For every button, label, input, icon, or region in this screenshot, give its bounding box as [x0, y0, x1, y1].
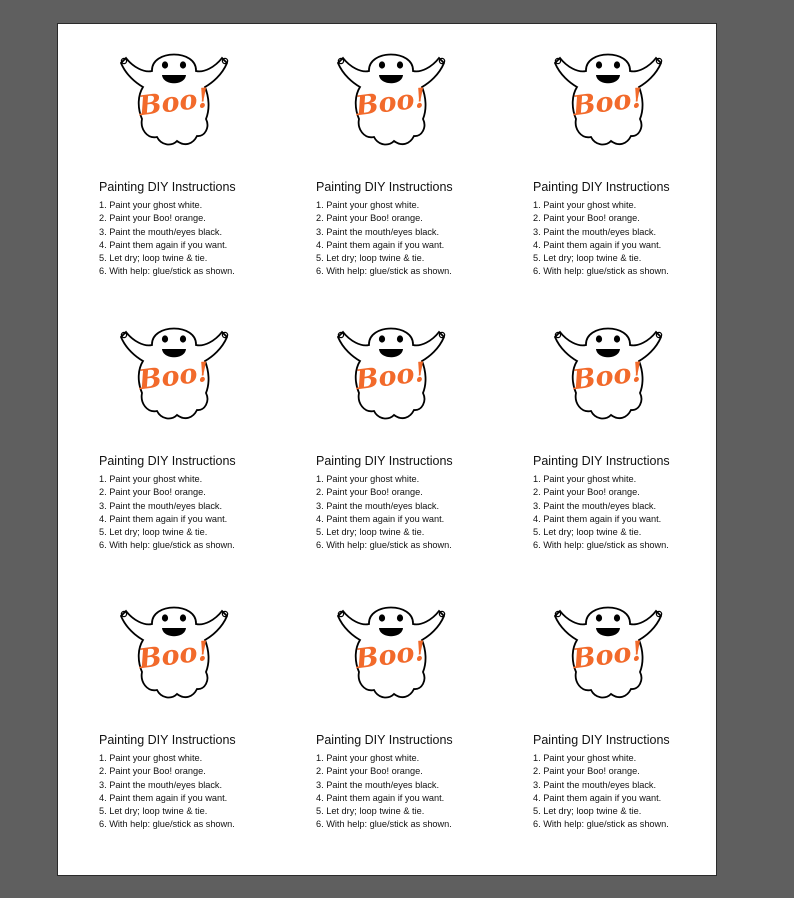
instructions-list: [316, 473, 452, 553]
eye-left: [379, 614, 385, 621]
instructions-title: Painting DIY Instructions: [533, 180, 670, 194]
eye-left: [596, 61, 602, 68]
instruction-step: 3. Paint the mouth/eyes black.: [316, 779, 440, 790]
ghost-card: [99, 41, 299, 291]
instruction-step: 4. Paint them again if you want.: [316, 792, 445, 803]
instruction-step: 6. With help: glue/stick as shown.: [99, 540, 235, 551]
ghost-card: [316, 594, 516, 844]
instruction-step: 2. Paint your Boo! orange.: [99, 766, 206, 777]
eye-right: [180, 61, 186, 68]
eye-left: [162, 335, 168, 342]
instructions-list: [99, 473, 235, 553]
instruction-step: 6. With help: glue/stick as shown.: [533, 266, 669, 277]
boo-lettering: Boo!: [570, 82, 645, 123]
eye-right: [180, 614, 186, 621]
instruction-step: 2. Paint your Boo! orange.: [533, 213, 640, 224]
instruction-step: 1. Paint your ghost white.: [316, 200, 420, 210]
eye-left: [379, 61, 385, 68]
instructions-title: Painting DIY Instructions: [533, 733, 670, 747]
eye-right: [614, 614, 620, 621]
instructions-title: Painting DIY Instructions: [533, 454, 670, 468]
instruction-step: 3. Paint the mouth/eyes black.: [99, 779, 223, 790]
ghost-icon: [543, 41, 673, 171]
instruction-step: 4. Paint them again if you want.: [99, 792, 228, 803]
boo-lettering: Boo!: [570, 356, 645, 397]
instruction-step: 4. Paint them again if you want.: [533, 513, 662, 524]
eye-right: [397, 61, 403, 68]
eye-right: [614, 335, 620, 342]
ghost-card: [533, 594, 733, 844]
instructions-title: Painting DIY Instructions: [316, 454, 453, 468]
instruction-step: 2. Paint your Boo! orange.: [316, 766, 423, 777]
ghost-icon: [326, 41, 456, 171]
ghost-icon: [109, 41, 239, 171]
instruction-step: 2. Paint your Boo! orange.: [99, 213, 206, 224]
eye-right: [397, 335, 403, 342]
instruction-step: 4. Paint them again if you want.: [316, 239, 445, 250]
ghost-card: [316, 41, 516, 291]
printable-sheet: [57, 23, 717, 876]
instruction-step: 6. With help: glue/stick as shown.: [99, 819, 235, 830]
instructions-list: [533, 473, 669, 553]
ghost-card: [533, 315, 733, 565]
eye-left: [379, 335, 385, 342]
eye-right: [180, 335, 186, 342]
boo-lettering: Boo!: [136, 82, 211, 123]
instruction-step: 3. Paint the mouth/eyes black.: [99, 500, 223, 511]
boo-lettering: Boo!: [353, 82, 428, 123]
instruction-step: 4. Paint them again if you want.: [99, 239, 228, 250]
instruction-step: 4. Paint them again if you want.: [316, 513, 445, 524]
instruction-step: 5. Let dry; loop twine & tie.: [99, 806, 208, 817]
ghost-card: [316, 315, 516, 565]
instructions-title: Painting DIY Instructions: [99, 180, 236, 194]
boo-lettering: Boo!: [136, 635, 211, 676]
ghost-icon: [109, 315, 239, 445]
instruction-step: 1. Paint your ghost white.: [99, 200, 203, 210]
instruction-step: 4. Paint them again if you want.: [533, 792, 662, 803]
instruction-step: 3. Paint the mouth/eyes black.: [533, 500, 657, 511]
ghost-icon: [109, 594, 239, 724]
instruction-step: 6. With help: glue/stick as shown.: [533, 540, 669, 551]
instruction-step: 3. Paint the mouth/eyes black.: [533, 779, 657, 790]
eye-left: [162, 61, 168, 68]
eye-right: [614, 61, 620, 68]
instruction-step: 1. Paint your ghost white.: [533, 753, 637, 763]
instruction-step: 4. Paint them again if you want.: [533, 239, 662, 250]
instruction-step: 1. Paint your ghost white.: [316, 474, 420, 484]
instructions-list: [316, 199, 452, 279]
instruction-step: 1. Paint your ghost white.: [99, 474, 203, 484]
instruction-step: 2. Paint your Boo! orange.: [533, 487, 640, 498]
instruction-step: 5. Let dry; loop twine & tie.: [533, 253, 642, 264]
boo-lettering: Boo!: [353, 356, 428, 397]
instruction-step: 2. Paint your Boo! orange.: [99, 487, 206, 498]
instructions-title: Painting DIY Instructions: [99, 733, 236, 747]
instruction-step: 6. With help: glue/stick as shown.: [533, 819, 669, 830]
instruction-step: 3. Paint the mouth/eyes black.: [316, 226, 440, 237]
ghost-card: [99, 315, 299, 565]
instruction-step: 6. With help: glue/stick as shown.: [316, 266, 452, 277]
instruction-step: 6. With help: glue/stick as shown.: [316, 819, 452, 830]
instruction-step: 3. Paint the mouth/eyes black.: [99, 226, 223, 237]
ghost-icon: [543, 315, 673, 445]
ghost-icon: [326, 594, 456, 724]
instruction-step: 1. Paint your ghost white.: [533, 474, 637, 484]
instruction-step: 5. Let dry; loop twine & tie.: [316, 253, 425, 264]
instructions-title: Painting DIY Instructions: [99, 454, 236, 468]
instruction-step: 4. Paint them again if you want.: [99, 513, 228, 524]
ghost-icon: [326, 315, 456, 445]
instructions-title: Painting DIY Instructions: [316, 733, 453, 747]
eye-left: [596, 335, 602, 342]
instruction-step: 3. Paint the mouth/eyes black.: [316, 500, 440, 511]
instruction-step: 1. Paint your ghost white.: [533, 200, 637, 210]
instruction-step: 5. Let dry; loop twine & tie.: [99, 527, 208, 538]
eye-left: [596, 614, 602, 621]
instruction-step: 5. Let dry; loop twine & tie.: [533, 806, 642, 817]
instruction-step: 5. Let dry; loop twine & tie.: [99, 253, 208, 264]
instructions-title: Painting DIY Instructions: [316, 180, 453, 194]
instruction-step: 5. Let dry; loop twine & tie.: [316, 527, 425, 538]
instruction-step: 3. Paint the mouth/eyes black.: [533, 226, 657, 237]
instruction-step: 2. Paint your Boo! orange.: [533, 766, 640, 777]
instructions-list: [533, 199, 669, 279]
instructions-list: [533, 752, 669, 832]
eye-left: [162, 614, 168, 621]
ghost-icon: [543, 594, 673, 724]
instruction-step: 6. With help: glue/stick as shown.: [316, 540, 452, 551]
instruction-step: 2. Paint your Boo! orange.: [316, 487, 423, 498]
instruction-step: 6. With help: glue/stick as shown.: [99, 266, 235, 277]
boo-lettering: Boo!: [353, 635, 428, 676]
boo-lettering: Boo!: [136, 356, 211, 397]
instruction-step: 1. Paint your ghost white.: [316, 753, 420, 763]
ghost-card: [99, 594, 299, 844]
eye-right: [397, 614, 403, 621]
instructions-list: [99, 199, 235, 279]
instructions-list: [99, 752, 235, 832]
instruction-step: 2. Paint your Boo! orange.: [316, 213, 423, 224]
boo-lettering: Boo!: [570, 635, 645, 676]
instruction-step: 1. Paint your ghost white.: [99, 753, 203, 763]
ghost-card: [533, 41, 733, 291]
instructions-list: [316, 752, 452, 832]
instruction-step: 5. Let dry; loop twine & tie.: [316, 806, 425, 817]
instruction-step: 5. Let dry; loop twine & tie.: [533, 527, 642, 538]
